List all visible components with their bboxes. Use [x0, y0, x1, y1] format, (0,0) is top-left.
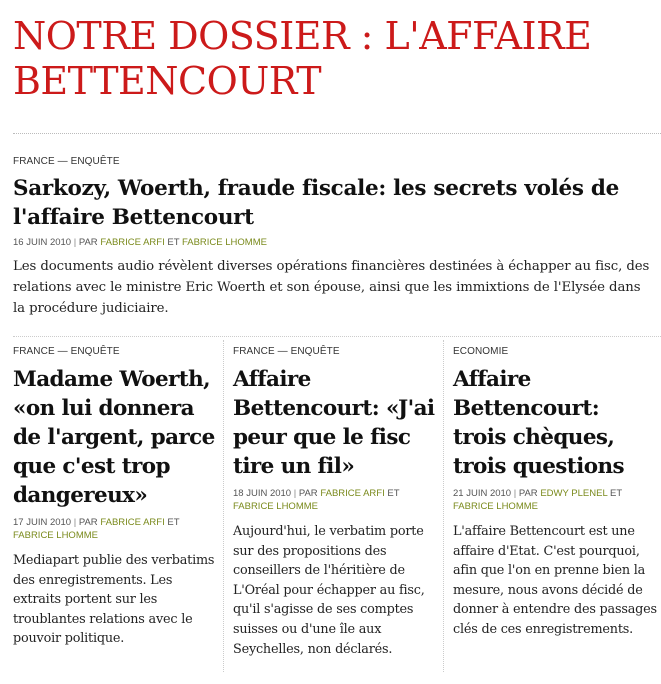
article-kicker[interactable]: FRANCE — ENQUÊTE [13, 346, 120, 357]
article-meta [233, 487, 438, 513]
main-article [13, 156, 653, 319]
article-meta [453, 487, 658, 513]
main-article-meta [13, 236, 653, 249]
meta-and: ET [610, 488, 622, 499]
column-divider [223, 340, 224, 672]
article-author-2[interactable]: FABRICE LHOMME [13, 530, 98, 541]
meta-separator: | [293, 488, 297, 499]
top-divider [13, 133, 661, 134]
article-author-1[interactable]: EDWY PLENEL [540, 488, 608, 499]
article-date: 18 JUIN 2010 [233, 488, 292, 499]
meta-separator: | [513, 488, 517, 499]
article-lede: Aujourd'hui, le verbatim porte sur des propositions des conseillers de l'héritière de L'Oréal pour échapper au fisc, qu'il s'agisse de ses comptes suisses ou d'une île aux Seychelles, non déclarés. [233, 524, 425, 657]
article-card-3 [453, 346, 658, 640]
article-kicker[interactable]: FRANCE — ENQUÊTE [233, 346, 340, 357]
article-lede: Mediapart publie des verbatims des enregistrements. Les extraits portent sur les troublantes relations avec le pouvoir politique. [13, 553, 215, 647]
meta-by: PAR [518, 488, 538, 499]
article-card-2 [233, 346, 438, 659]
main-article-headline[interactable]: Sarkozy, Woerth, fraude fiscale: les secrets volés de l'affaire Bettencourt [13, 176, 619, 230]
meta-separator: | [73, 237, 77, 248]
article-author-2[interactable]: FABRICE LHOMME [233, 501, 318, 512]
article-date: 17 JUIN 2010 [13, 517, 72, 528]
meta-by: PAR [298, 488, 318, 499]
main-article-lede: Les documents audio révèlent diverses opérations financières destinées à échapper au fisc, des relations avec le ministre Eric Woerth et son épouse, ainsi que les immixtions de l'Elysée dans la procédure judiciaire. [13, 259, 650, 316]
main-article-kicker[interactable]: FRANCE — ENQUÊTE [13, 156, 120, 167]
article-lede: L'affaire Bettencourt est une affaire d'Etat. C'est pourquoi, afin que l'on en prenne bien la mesure, nous avons décidé de donner à entendre des passages clés de ces enregistrements. [453, 524, 657, 637]
article-card-1 [13, 346, 218, 649]
meta-separator: | [73, 517, 77, 528]
main-article-author-2[interactable]: FABRICE LHOMME [181, 237, 267, 248]
article-date: 21 JUIN 2010 [453, 488, 512, 499]
meta-by: PAR [78, 517, 98, 528]
article-headline[interactable]: Affaire Bettencourt: «J'ai peur que le fisc tire un fil» [233, 367, 435, 479]
article-meta [13, 516, 218, 542]
article-author-1[interactable]: FABRICE ARFI [320, 488, 385, 499]
main-article-date: 16 JUIN 2010 [13, 237, 72, 248]
article-kicker[interactable]: ECONOMIE [453, 346, 509, 357]
meta-and: ET [167, 237, 180, 248]
article-headline[interactable]: Affaire Bettencourt: trois chèques, trois questions [453, 367, 624, 479]
main-article-author-1[interactable]: FABRICE ARFI [100, 237, 165, 248]
meta-and: ET [387, 488, 400, 499]
column-divider [443, 340, 444, 672]
article-headline[interactable]: Madame Woerth, «on lui donnera de l'argent, parce que c'est trop dangereux» [13, 367, 215, 508]
meta-and: ET [167, 517, 180, 528]
dossier-title: NOTRE DOSSIER : L'AFFAIRE BETTENCOURT [13, 14, 592, 103]
article-author-2[interactable]: FABRICE LHOMME [453, 501, 538, 512]
article-author-1[interactable]: FABRICE ARFI [100, 517, 165, 528]
section-divider [13, 336, 661, 337]
meta-by: PAR [78, 237, 98, 248]
